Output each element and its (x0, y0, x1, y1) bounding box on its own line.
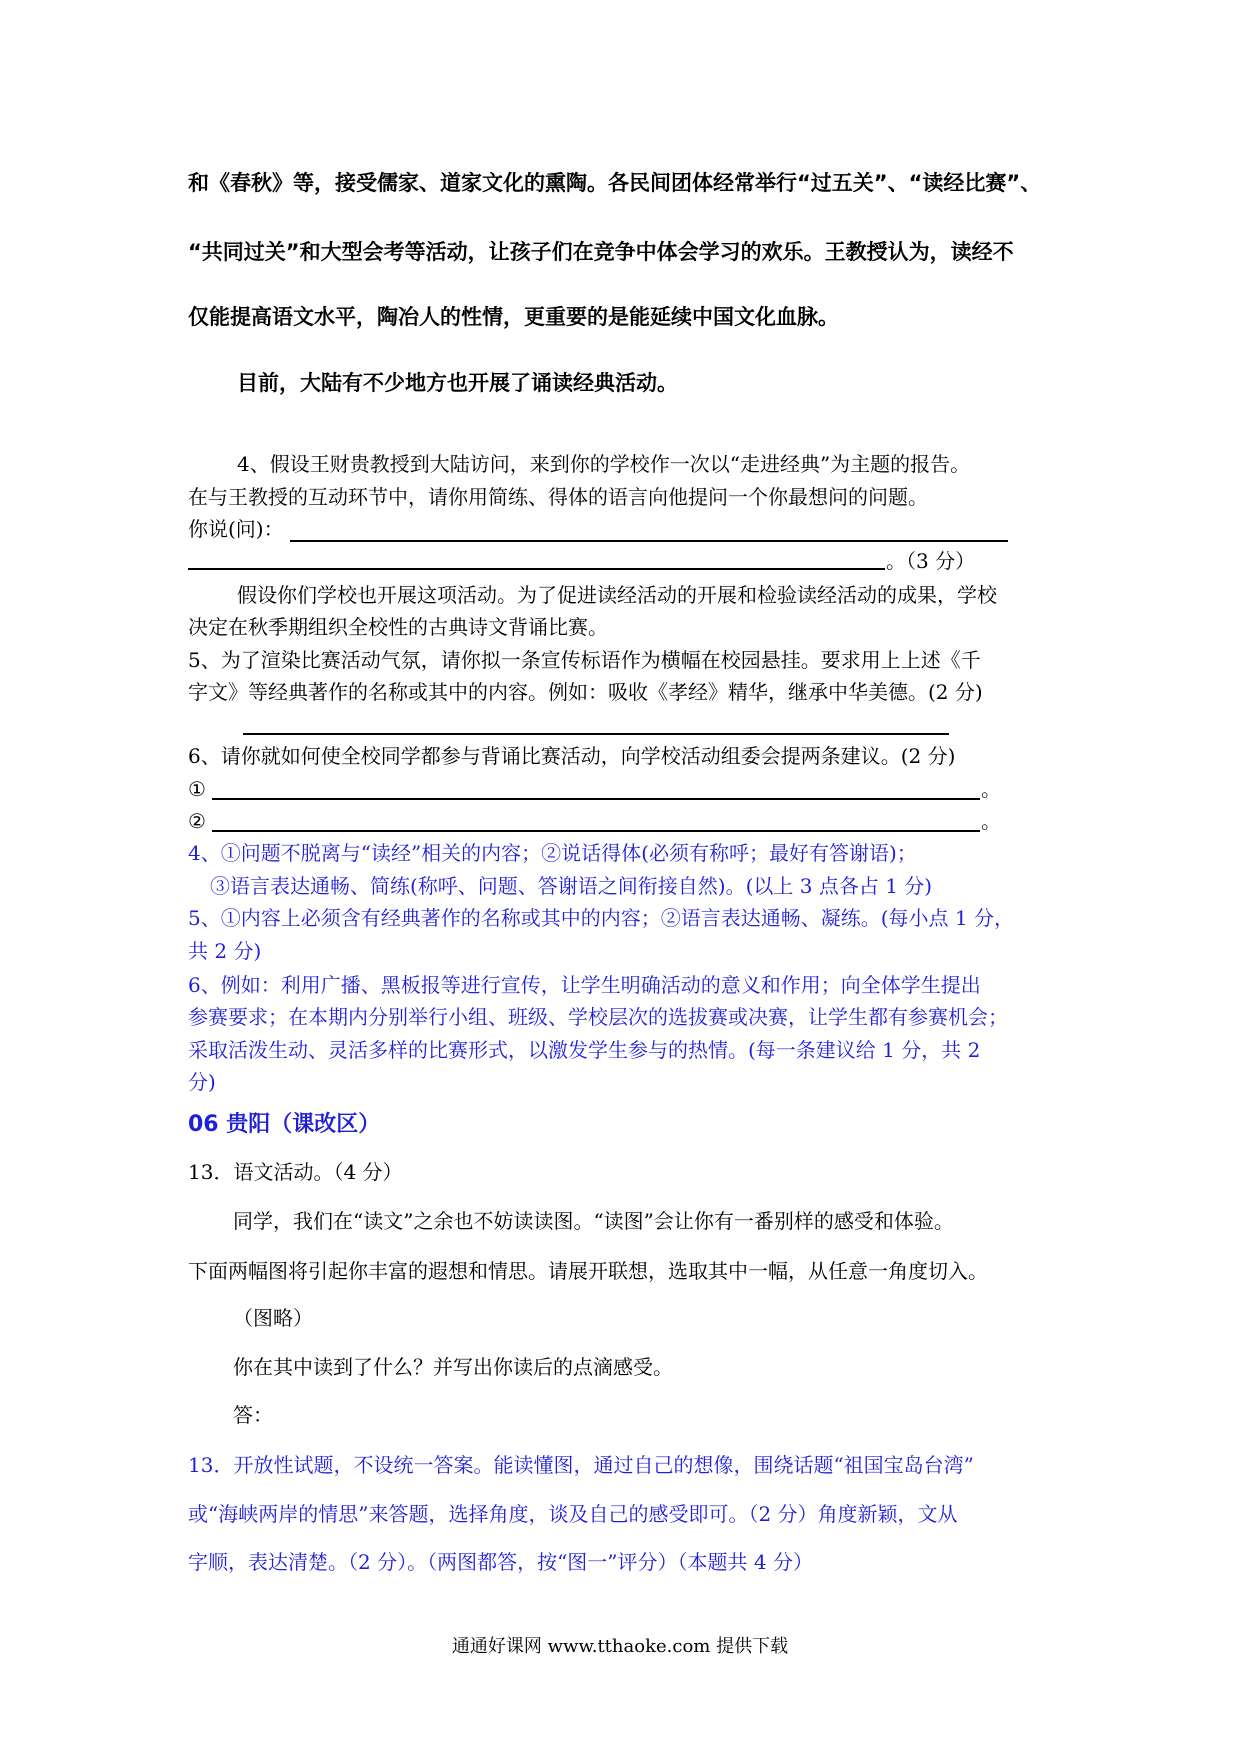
q4-line-1: 4、假设王财贵教授到大陆访问，来到你的学校作一次以“走进经典”为主题的报告。 (237, 452, 971, 476)
q4-answer-line-1[interactable] (290, 540, 1008, 542)
q6-marker-1: ① (188, 777, 206, 801)
q6-answer-line-1[interactable] (212, 798, 980, 800)
context-line-1: 假设你们学校也开展这项活动。为了促进读经活动的开展和检验读经活动的成果，学校 (237, 583, 997, 607)
answer-6-line-1: 6、例如：利用广播、黑板报等进行宣传，让学生明确活动的意义和作用；向全体学生提出 (188, 973, 981, 997)
answer-6-line-4: 分) (188, 1070, 216, 1094)
q13-line-2: 下面两幅图将引起你丰富的遐想和情思。请展开联想，选取其中一幅，从任意一角度切入。 (188, 1259, 988, 1283)
q13-title: 13．语文活动。（4 分） (188, 1160, 403, 1184)
answer-13-line-3: 字顺，表达清楚。（2 分）。（两图都答，按“图一”评分）（本题共 4 分） (188, 1550, 813, 1574)
q6-end-2: 。 (981, 809, 1001, 833)
q5-answer-line[interactable] (243, 733, 949, 735)
answer-6-line-3: 采取活泼生动、灵活多样的比赛形式，以激发学生参与的热情。(每一条建议给 1 分，共 2 (188, 1038, 981, 1062)
context-line-2: 决定在秋季期组织全校性的古典诗文背诵比赛。 (188, 615, 608, 639)
q13-answer-label: 答： (233, 1403, 273, 1427)
answer-5-line-2: 共 2 分) (188, 939, 262, 963)
answer-6-line-2: 参赛要求；在本期内分别举行小组、班级、学校层次的选拔赛或决赛，让学生都有参赛机会； (188, 1005, 1008, 1029)
passage-line-2: “共同过关”和大型会考等活动，让孩子们在竞争中体会学习的欢乐。王教授认为，读经不 (188, 240, 1014, 264)
passage-line-3: 仅能提高语文水平，陶冶人的性情，更重要的是能延续中国文化血脉。 (188, 305, 839, 329)
q5-line-1: 5、为了渲染比赛活动气氛，请你拟一条宣传标语作为横幅在校园悬挂。要求用上上述《千 (188, 648, 981, 672)
answer-13-line-2: 或“海峡两岸的情思”来答题，选择角度，谈及自己的感受即可。（2 分）角度新颖，文从 (188, 1502, 958, 1526)
q13-line-1: 同学，我们在“读文”之余也不妨读读图。“读图”会让你有一番别样的感受和体验。 (233, 1209, 954, 1233)
section-heading: 06 贵阳（课改区） (188, 1112, 381, 1137)
passage-line-4: 目前，大陆有不少地方也开展了诵读经典活动。 (237, 371, 678, 395)
q4-answer-line-2[interactable] (188, 568, 885, 570)
q4-prompt: 你说(问)： (188, 517, 284, 541)
answer-5-line-1: 5、①内容上必须含有经典著作的名称或其中的内容；②语言表达通畅、凝练。(每小点 1 分， (188, 906, 1014, 930)
answer-13-line-1: 13．开放性试题，不设统一答案。能读懂图，通过自己的想像，围绕话题“祖国宝岛台湾” (188, 1453, 974, 1477)
q13-figure-note: （图略） (233, 1306, 313, 1330)
q6-marker-2: ② (188, 809, 206, 833)
answer-4-line-2: ③语言表达通畅、简练(称呼、问题、答谢语之间衔接自然)。(以上 3 点各占 1 分) (210, 874, 933, 898)
answer-4-line-1: 4、①问题不脱离与“读经”相关的内容；②说话得体(必须有称呼；最好有答谢语)； (188, 841, 917, 865)
q4-score: 。（3 分） (886, 549, 976, 573)
q6-answer-line-2[interactable] (212, 830, 980, 832)
q4-line-2: 在与王教授的互动环节中，请你用简练、得体的语言向他提问一个你最想问的问题。 (188, 485, 928, 509)
q13-line-3: 你在其中读到了什么？并写出你读后的点滴感受。 (233, 1355, 673, 1379)
footer-credit: 通通好课网 www.tthaoke.com 提供下载 (451, 1636, 789, 1657)
q6-end-1: 。 (981, 777, 1001, 801)
q6-line-1: 6、请你就如何使全校同学都参与背诵比赛活动，向学校活动组委会提两条建议。(2 分) (188, 744, 956, 768)
passage-line-1: 和《春秋》等，接受儒家、道家文化的熏陶。各民间团体经常举行“过五关”、“读经比赛”、 (188, 171, 1042, 195)
q5-line-2: 字文》等经典著作的名称或其中的内容。例如：吸收《孝经》精华，继承中华美德。(2 分) (188, 680, 983, 704)
